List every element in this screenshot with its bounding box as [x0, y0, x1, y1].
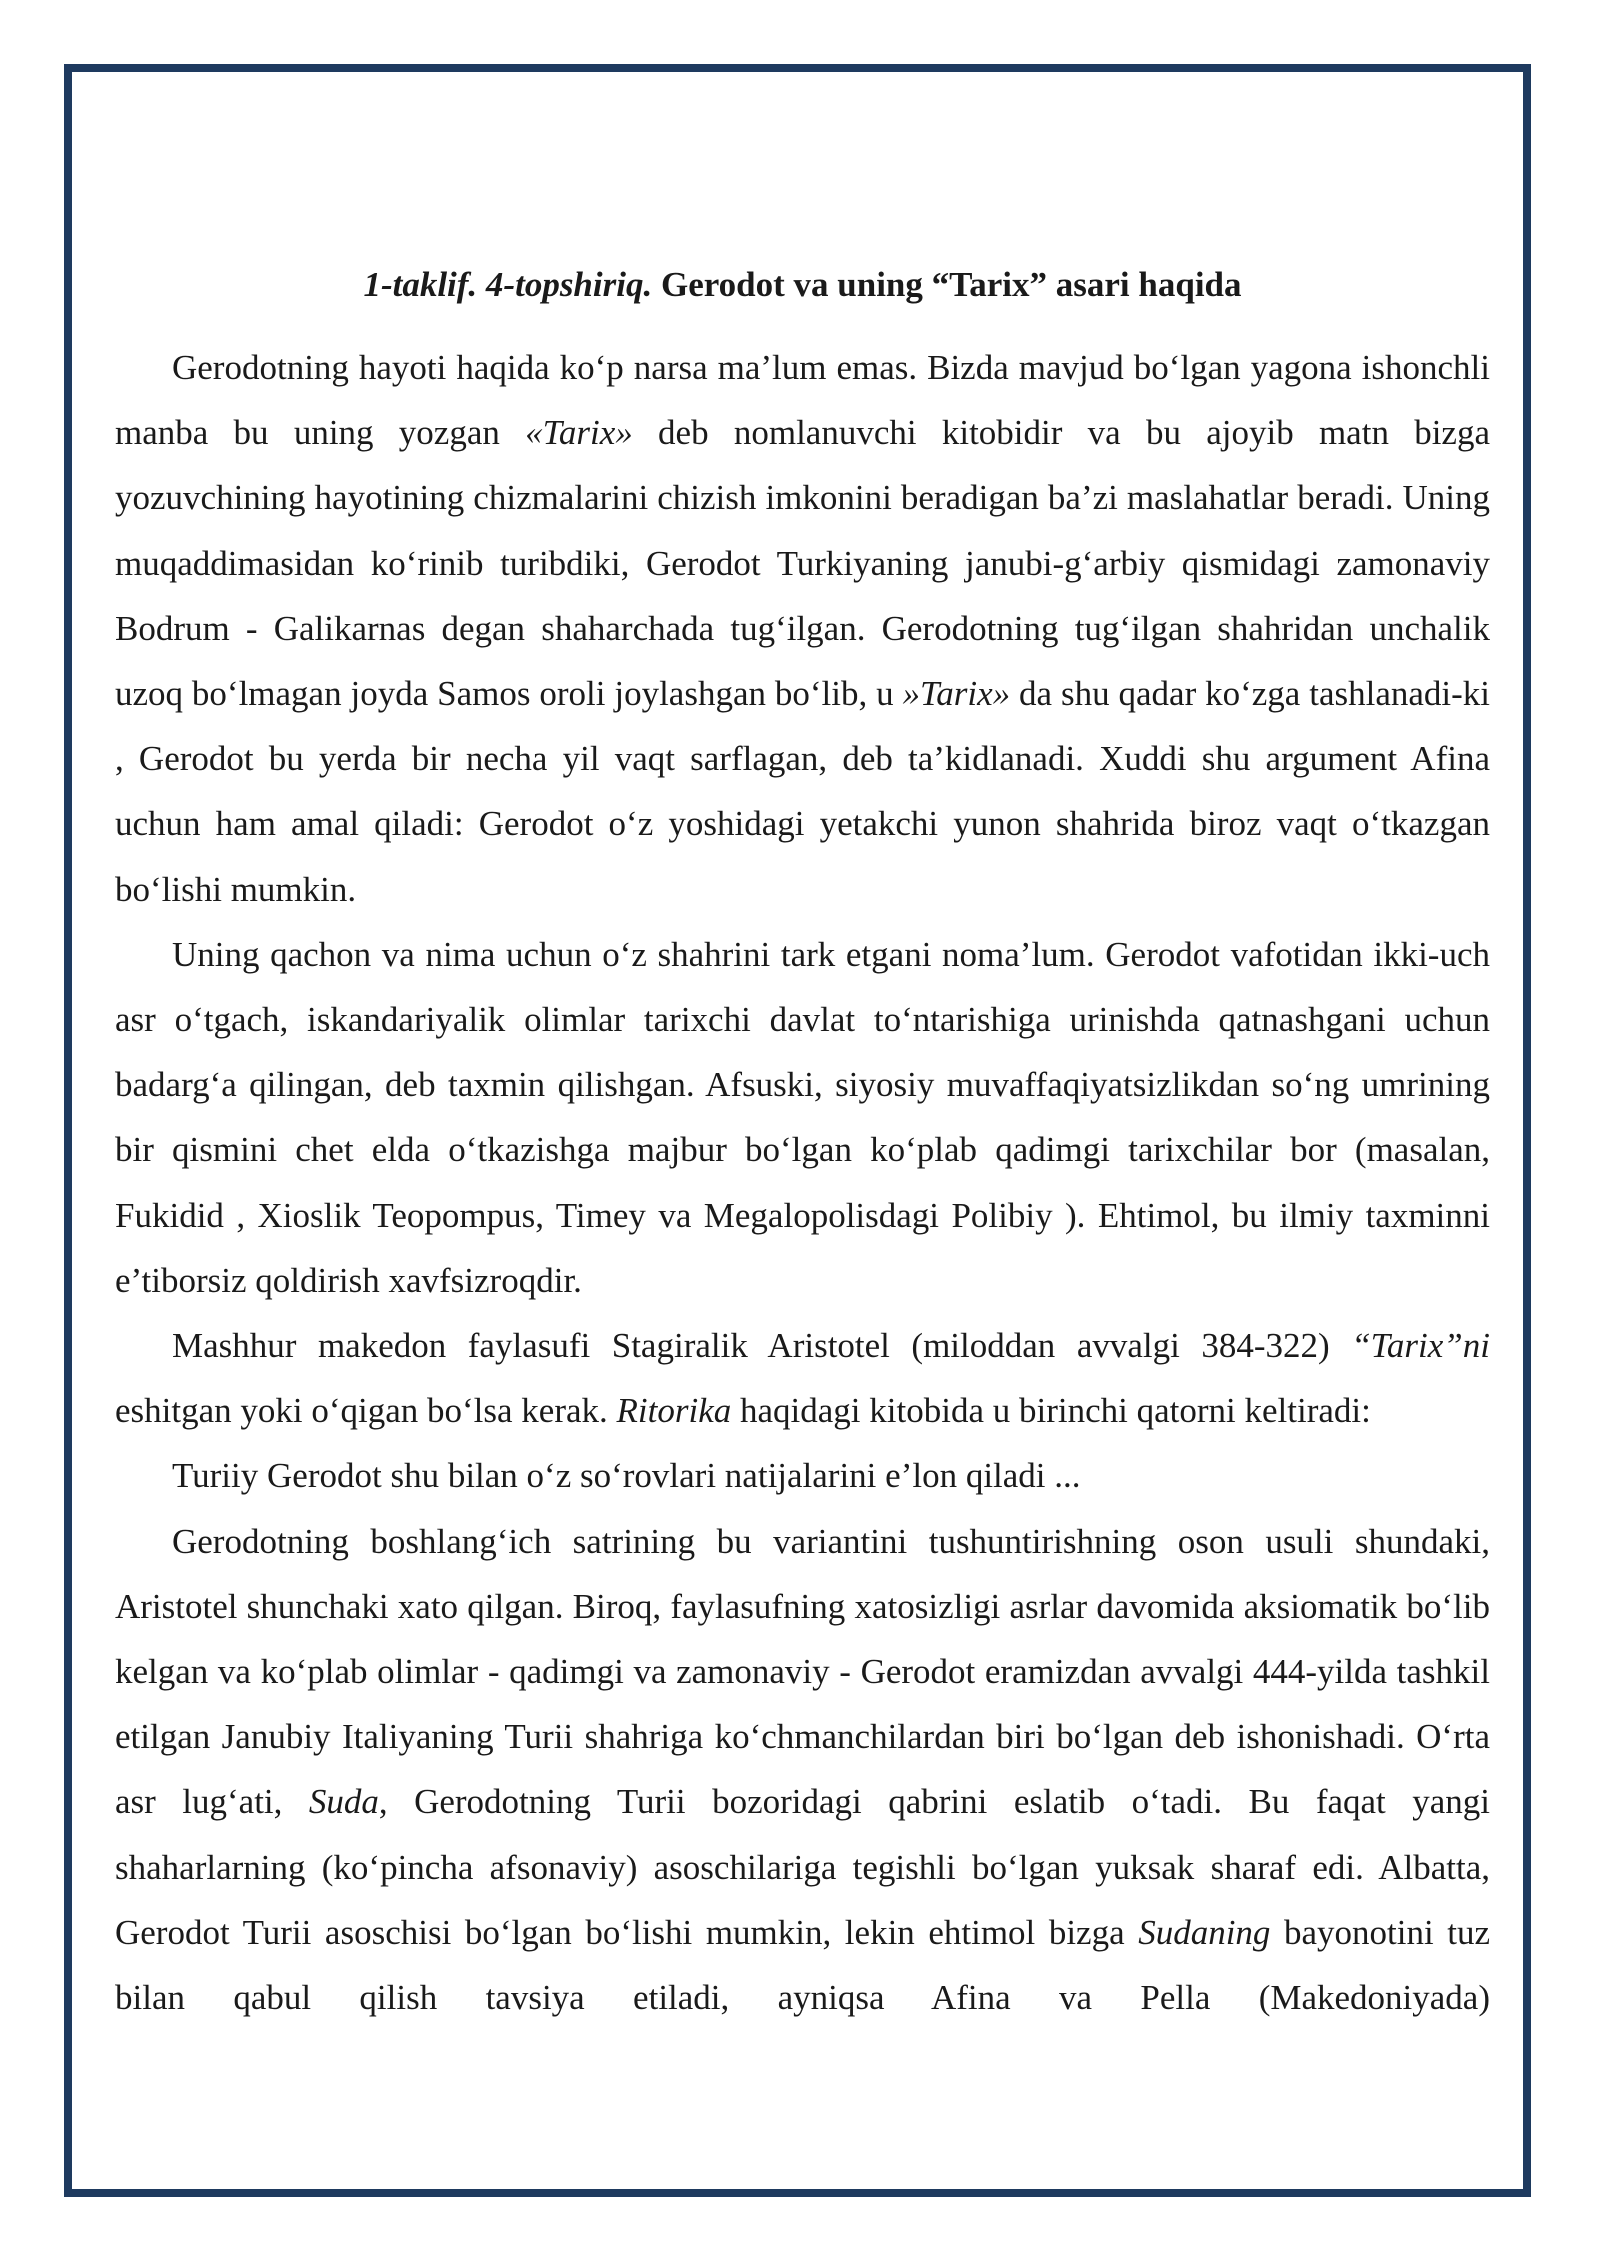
paragraph-3: Mashhur makedon faylasufi Stagiralik Aristotel (miloddan avvalgi 384-322) “Tarix”ni eshitgan yoki o‘qigan bo‘lsa kerak. Ritorika haqidagi kitobida u birinchi qatorni keltiradi: [115, 1326, 1490, 1431]
italic-tarix: «Tarix» [525, 413, 633, 453]
paragraph-quote: Turiiy Gerodot shu bilan o‘z so‘rovlari natijalarini e’lon qiladi ... [172, 1456, 1081, 1496]
title-italic: 1-taklif. 4-topshiriq. [363, 265, 653, 304]
paragraph-1: Gerodotning hayoti haqida ko‘p narsa ma’lum emas. Bizda mavjud bo‘lgan yagona ishonchli manba bu uning yozgan «Tarix» deb nomlanuvchi kitobidir va bu ajoyib matn bizga yozuvchining hayotining chizmalarini chizish imkonini beradigan ba’zi maslahatlar beradi. Uning muqaddimasidan ko‘rinib turibdiki, Gerodot Turkiyaning janubi-g‘arbiy qismidagi zamonaviy Bodrum - Galikarnas degan shaharchada tug‘ilgan. Gerodotning tug‘ilgan shahridan unchalik uzoq bo‘lmagan joyda Samos oroli joylashgan bo‘lib, u »Tarix» da shu qadar ko‘zga tashlanadi-ki , Gerodot bu yerda bir necha yil vaqt sarflagan, deb ta’kidlanadi. Xuddi shu argument Afina uchun ham amal qiladi: Gerodot o‘z yoshidagi yetakchi yunon shahrida biroz vaqt o‘tkazgan bo‘lishi mumkin. [115, 348, 1490, 909]
italic-ritorika: Ritorika [616, 1391, 732, 1431]
title-bold: Gerodot va uning “Tarix” asari haqida [652, 265, 1242, 304]
paragraph-5: Gerodotning boshlang‘ich satrining bu variantini tushuntirishning oson usuli shundaki, Aristotel shunchaki xato qilgan. Biroq, faylasufning xatosizligi asrlar davomida aksiomatik bo‘lib kelgan va ko‘plab olimlar - qadimgi va zamonaviy - Gerodot eramizdan avvalgi 444-yilda tashkil etilgan Janubiy Italiyaning Turii shahriga ko‘chmanchilardan biri bo‘lgan deb ishonishadi. O‘rta asr lug‘ati, Suda, Gerodotning Turii bozoridagi qabrini eslatib o‘tadi. Bu faqat yangi shaharlarning (ko‘pincha afsonaviy) asoschilariga tegishli bo‘lgan yuksak sharaf edi. Albatta, Gerodot Turii asoschisi bo‘lgan bo‘lishi mumkin, lekin ehtimol bizga Sudaning bayonotini tuz bilan qabul qilish tavsiya etiladi, ayniqsa Afina va Pella (Makedoniyada) [115, 1521, 1490, 2018]
document-body [115, 255, 1490, 2030]
italic-suda: Suda [308, 1782, 379, 1822]
document-title [115, 255, 1490, 315]
italic-tarix: »Tarix» [902, 674, 1011, 714]
paragraph-2: Uning qachon va nima uchun o‘z shahrini tark etgani noma’lum. Gerodot vafotidan ikki-uch asr o‘tgach, iskandariyalik olimlar tarixchi davlat to‘ntarishiga urinishda qatnashgani uchun badarg‘a qilingan, deb taxmin qilishgan. Afsuski, siyosiy muvaffaqiyatsizlikdan so‘ng umrining bir qismini chet elda o‘tkazishga majbur bo‘lgan ko‘plab qadimgi tarixchilar bor (masalan, Fukidid , Xioslik Teopompus, Timey va Megalopolisdagi Polibiy ). Ehtimol, bu ilmiy taxminni e’tiborsiz qoldirish xavfsizroqdir. [115, 934, 1490, 1300]
italic-sudaning: Sudaning [1138, 1912, 1271, 1952]
italic-tarix: “Tarix”ni [1351, 1326, 1490, 1366]
